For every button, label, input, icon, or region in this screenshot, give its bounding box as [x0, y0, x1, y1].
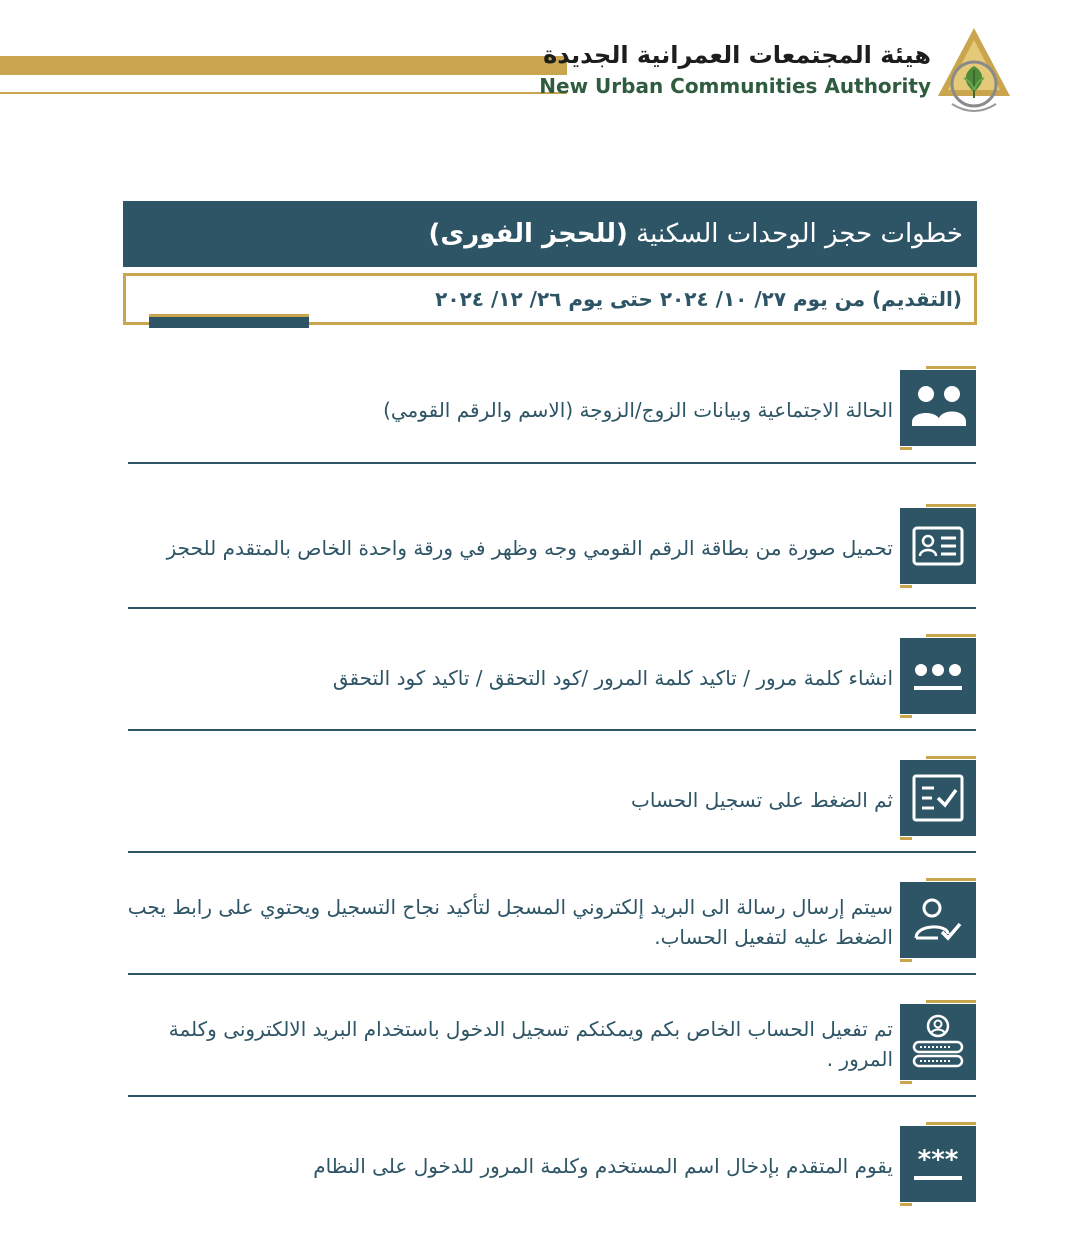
org-name-arabic: هيئة المجتمعات العمرانية الجديدة — [543, 41, 931, 69]
step-4 — [123, 760, 977, 840]
application-date-text: (التقديم) من يوم ٢٧/ ١٠/ ٢٠٢٤ حتى يوم ٢٦/ ١٢/ ٢٠٢٤ — [435, 287, 962, 311]
svg-text:***: *** — [917, 1145, 959, 1175]
header-gold-line — [0, 92, 567, 94]
step-text: الحالة الاجتماعية وبيانات الزوج/الزوجة (الاسم والرقم القومي) — [383, 398, 893, 422]
step-icon-box — [900, 370, 976, 446]
title-highlight: (للحجز الفورى) — [428, 219, 628, 249]
id-card-icon — [908, 516, 968, 576]
step-text: تحميل صورة من بطاقة الرقم القومي وجه وظهر في ورقة واحدة الخاص بالمتقدم للحجز — [166, 536, 893, 560]
title-main: خطوات حجز الوحدات السكنية — [636, 219, 963, 249]
step-5 — [123, 882, 977, 962]
step-divider — [128, 607, 976, 609]
step-divider — [128, 973, 976, 975]
password-dots-icon — [908, 646, 968, 706]
step-icon-box — [900, 1004, 976, 1080]
step-2 — [123, 508, 977, 588]
asterisk-password-icon — [908, 1134, 968, 1194]
step-text: ثم الضغط على تسجيل الحساب — [631, 788, 893, 812]
user-check-icon — [908, 890, 968, 950]
header-gold-bar — [0, 56, 567, 75]
step-icon-box — [900, 638, 976, 714]
step-1 — [123, 370, 977, 450]
step-icon-box — [900, 508, 976, 584]
step-text: سيتم إرسال رسالة الى البريد إلكتروني المسجل لتأكيد نجاح التسجيل ويحتوي على رابط يجب الضغط عليه لتفعيل الحساب. — [127, 895, 893, 949]
step-icon-box — [900, 760, 976, 836]
step-text: يقوم المتقدم بإدخال اسم المستخدم وكلمة المرور للدخول على النظام — [313, 1154, 893, 1178]
step-3 — [123, 638, 977, 718]
step-text: تم تفعيل الحساب الخاص بكم ويمكنكم تسجيل الدخول باستخدام البريد الالكترونى وكلمة المرور . — [168, 1017, 893, 1071]
step-divider — [128, 462, 976, 464]
step-icon-box — [900, 882, 976, 958]
user-login-icon — [908, 1012, 968, 1072]
step-divider — [128, 729, 976, 731]
users-icon — [908, 378, 968, 438]
steps-title-box — [123, 201, 977, 267]
date-accent-bar — [149, 314, 309, 328]
step-icon-box — [900, 1126, 976, 1202]
step-7 — [123, 1126, 977, 1206]
step-divider — [128, 851, 976, 853]
step-6 — [123, 1004, 977, 1084]
checklist-icon — [908, 768, 968, 828]
steps-title — [133, 201, 963, 267]
step-divider — [128, 1095, 976, 1097]
step-text: انشاء كلمة مرور / تاكيد كلمة المرور /كود التحقق / تاكيد كود التحقق — [332, 666, 893, 690]
org-name-english: New Urban Communities Authority — [539, 74, 931, 98]
nuca-logo-icon — [934, 26, 1014, 118]
